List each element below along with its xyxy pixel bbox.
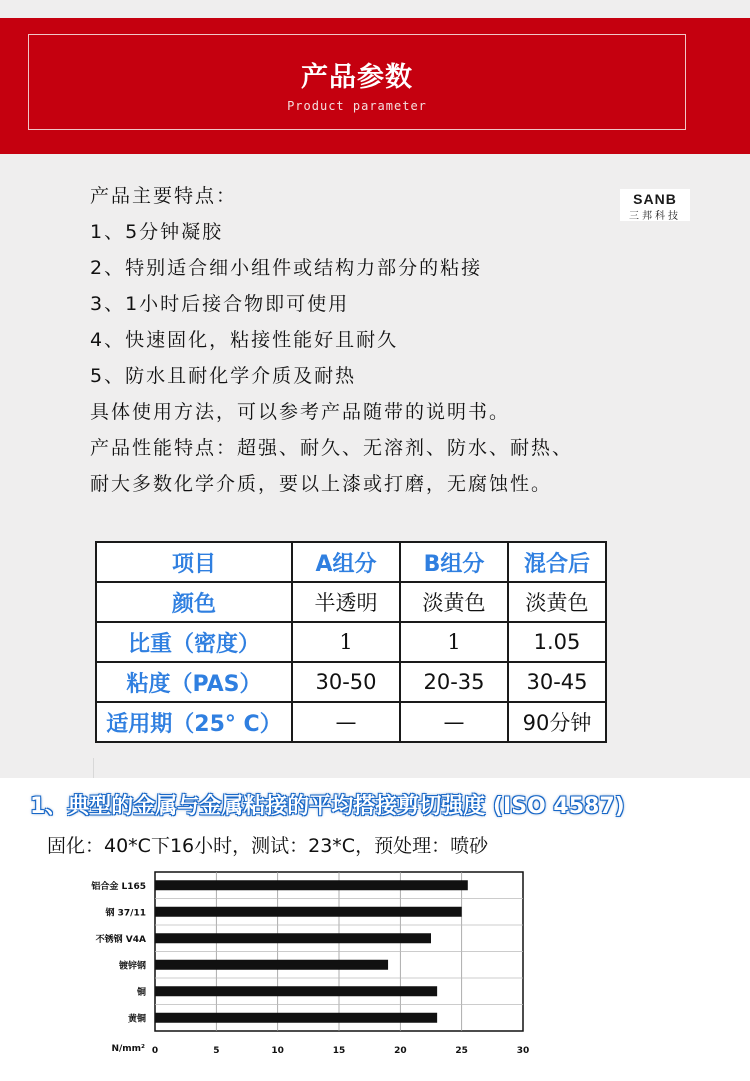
- table-cell: 1: [292, 622, 400, 662]
- feature-heading: 产品主要特点：: [90, 185, 238, 207]
- feature-item: 3、1小时后接合物即可使用: [90, 293, 350, 315]
- category-label: 铝合金 L165: [91, 881, 146, 892]
- page-title: 产品参数: [301, 62, 413, 93]
- header-cell: 混合后: [508, 542, 606, 582]
- bar: [155, 933, 431, 943]
- table-cell: 淡黄色: [400, 582, 508, 622]
- table-row: [96, 662, 606, 702]
- tick-label: 10: [271, 1046, 284, 1056]
- header-banner: [0, 18, 750, 154]
- feature-item: 4、快速固化，粘接性能好且耐久: [90, 329, 399, 351]
- row-label: 适用期（25° C）: [96, 702, 292, 742]
- table-cell: —: [292, 702, 400, 742]
- feature-item: 2、特别适合细小组件或结构力部分的粘接: [90, 257, 483, 279]
- shear-strength-chart: [60, 868, 550, 1068]
- header-cell: B组分: [400, 542, 508, 582]
- tick-label: 0: [151, 1046, 159, 1056]
- table-row: [96, 622, 606, 662]
- logo-text: 三邦科技: [629, 211, 681, 222]
- feature-item: 1、5分钟凝胶: [90, 221, 224, 243]
- top-strip: [0, 0, 750, 18]
- table-cell: 30-50: [292, 662, 400, 702]
- parameter-table: [95, 541, 607, 743]
- category-label: 不锈钢 V4A: [95, 934, 146, 945]
- table-cell: 半透明: [292, 582, 400, 622]
- bar: [155, 907, 462, 917]
- row-label: 颜色: [96, 582, 292, 622]
- performance-line: 耐大多数化学介质，要以上漆或打磨，无腐蚀性。: [90, 473, 553, 495]
- table-cell: 30-45: [508, 662, 606, 702]
- tick-label: 20: [394, 1046, 407, 1056]
- table-cell: 淡黄色: [508, 582, 606, 622]
- table-cell: 90分钟: [508, 702, 606, 742]
- logo-mark: SANB: [633, 191, 677, 207]
- chart-title: 1、典型的金属与金属粘接的平均搭接剪切强度 (ISO 4587): [30, 794, 625, 819]
- banner-frame: [28, 34, 686, 130]
- brand-logo: [620, 189, 690, 221]
- table-header-row: [96, 542, 606, 582]
- category-label: 钢 37/11: [105, 908, 146, 919]
- row-label: 比重（密度）: [96, 622, 292, 662]
- chart-subtitle: 固化：40*C下16小时，测试：23*C，预处理：喷砂: [47, 835, 489, 857]
- table-cell: —: [400, 702, 508, 742]
- table-cell: 20-35: [400, 662, 508, 702]
- category-label: 黄铜: [127, 1014, 146, 1025]
- table-row: [96, 582, 606, 622]
- feature-item: 5、防水且耐化学介质及耐热: [90, 365, 357, 387]
- category-label: 镀锌钢: [118, 961, 146, 972]
- feature-list: [90, 178, 650, 502]
- page-subtitle: Product parameter: [287, 99, 427, 113]
- performance-line: 产品性能特点：超强、耐久、无溶剂、防水、耐热、: [90, 437, 574, 459]
- tick-label: 30: [516, 1046, 530, 1056]
- usage-note: 具体使用方法，可以参考产品随带的说明书。: [90, 401, 511, 423]
- tick-label: 15: [332, 1046, 346, 1056]
- bar: [155, 960, 388, 970]
- tick-label: 25: [455, 1046, 468, 1056]
- header-cell: A组分: [292, 542, 400, 582]
- category-label: 铜: [136, 987, 146, 998]
- table-cell: 1: [400, 622, 508, 662]
- header-cell: 项目: [96, 542, 292, 582]
- axis-label: N/mm²: [111, 1044, 145, 1054]
- bar: [155, 1013, 437, 1023]
- row-label: 粘度（PAS）: [96, 662, 292, 702]
- bar: [155, 880, 468, 890]
- table-row: [96, 702, 606, 742]
- table-cell: 1.05: [508, 622, 606, 662]
- tick-label: 5: [213, 1046, 220, 1056]
- bar: [155, 986, 437, 996]
